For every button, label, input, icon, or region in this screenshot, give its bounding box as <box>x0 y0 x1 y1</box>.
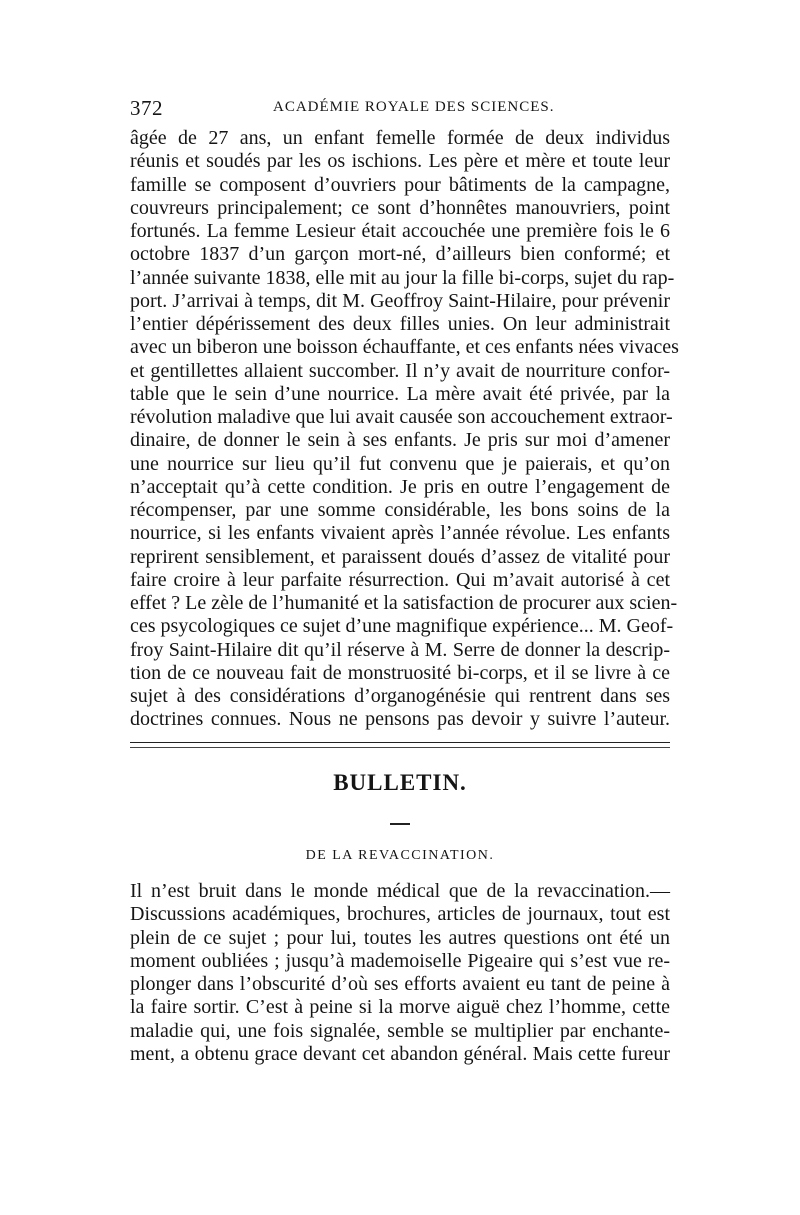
text-line: révolution maladive que lui avait causée son accouchement extraor- <box>130 406 673 428</box>
text-line: tion de ce nouveau fait de monstruosité bi-corps, et il se livre à ce <box>130 661 670 684</box>
text-line: moment oubliées ; jusqu’à mademoiselle Pigeaire qui s’est vue re- <box>130 949 670 972</box>
text-line: doctrines connues. Nous ne pensons pas devoir y suivre l’auteur. <box>130 708 670 731</box>
text-line: l’entier dépérissement des deux filles unies. On leur administrait <box>130 313 670 335</box>
text-line: l’année suivante 1838, elle mit au jour la fille bi-corps, sujet du rap- <box>130 266 675 289</box>
text-line: une nourrice sur lieu qu’il fut convenu que je paierais, et qu’on <box>130 452 670 475</box>
text-line: octobre 1837 d’un garçon mort-né, d’ailleurs bien conformé; et <box>130 243 670 266</box>
bulletin-paragraph <box>130 880 670 1066</box>
text-line: sujet à des considérations d’organogénésie qui rentrent dans ses <box>130 685 670 707</box>
text-line: la faire sortir. C’est à peine si la morve aiguë chez l’homme, cette <box>130 996 670 1019</box>
text-line: Discussions académiques, brochures, articles de journaux, tout est <box>130 903 670 926</box>
running-head <box>130 96 670 120</box>
text-line: nourrice, si les enfants vivaient après l’année révolue. Les enfants <box>130 522 670 545</box>
text-line: fortunés. La femme Lesieur était accouchée une première fois le 6 <box>130 220 670 242</box>
text-line: et gentillettes allaient succomber. Il n’y avait de nourriture confor- <box>130 359 670 382</box>
text-line: maladie qui, une fois signalée, semble se multiplier par enchante- <box>130 1019 670 1042</box>
text-line: Il n’est bruit dans le monde médical que de la revaccination.— <box>130 880 670 902</box>
bulletin-heading: BULLETIN. <box>333 770 467 795</box>
page-number: 372 <box>130 96 163 120</box>
text-line: port. J’arrivai à temps, dit M. Geoffroy Saint-Hilaire, pour prévenir <box>130 289 670 312</box>
short-dash-rule <box>390 823 410 825</box>
paragraph-continued <box>130 127 679 732</box>
text-line: froy Saint-Hilaire dit qu’il réserve à M. Serre de donner la descrip- <box>130 638 670 661</box>
section-subtitle: DE LA REVACCINATION. <box>305 848 495 863</box>
text-line: famille se composent d’ouvriers pour bâtiments de la campagne, <box>130 173 670 196</box>
text-line: âgée de 27 ans, un enfant femelle formée de deux individus <box>130 127 670 149</box>
text-line: réunis et soudés par les os ischions. Les père et mère et toute leur <box>130 150 670 173</box>
text-line: table que le sein d’une nourrice. La mère avait été privée, par la <box>130 382 670 405</box>
text-line: faire croire à leur parfaite résurrection. Qui m’avait autorisé à cet <box>130 568 670 591</box>
text-line: reprirent sensiblement, et paraissent doués d’assez de vitalité pour <box>130 545 670 568</box>
text-line: plein de ce sujet ; pour lui, toutes les autres questions ont été un <box>130 926 670 949</box>
text-line: ment, a obtenu grace devant cet abandon général. Mais cette fureur <box>130 1042 670 1065</box>
text-line: effet ? Le zèle de l’humanité et la satisfaction de procurer aux scien- <box>130 592 678 614</box>
text-line: couvreurs principalement; ce sont d’honnêtes manouvriers, point <box>130 196 670 219</box>
text-line: récompenser, par une somme considérable, les bons soins de la <box>130 499 670 521</box>
text-line: ces psycologiques ce sujet d’une magnifique expérience... M. Geof- <box>130 615 674 638</box>
text-line: dinaire, de donner le sein à ses enfants. Je pris sur moi d’amener <box>130 429 670 452</box>
section-divider <box>130 742 670 748</box>
running-title: ACADÉMIE ROYALE DES SCIENCES. <box>273 99 555 115</box>
text-line: n’acceptait qu’à cette condition. Je pris en outre l’engagement de <box>130 475 670 498</box>
text-line: avec un biberon une boisson échauffante, et ces enfants nées vivaces <box>130 336 679 359</box>
text-line: plonger dans l’obscurité d’où ses efforts avaient eu tant de peine à <box>130 973 670 995</box>
